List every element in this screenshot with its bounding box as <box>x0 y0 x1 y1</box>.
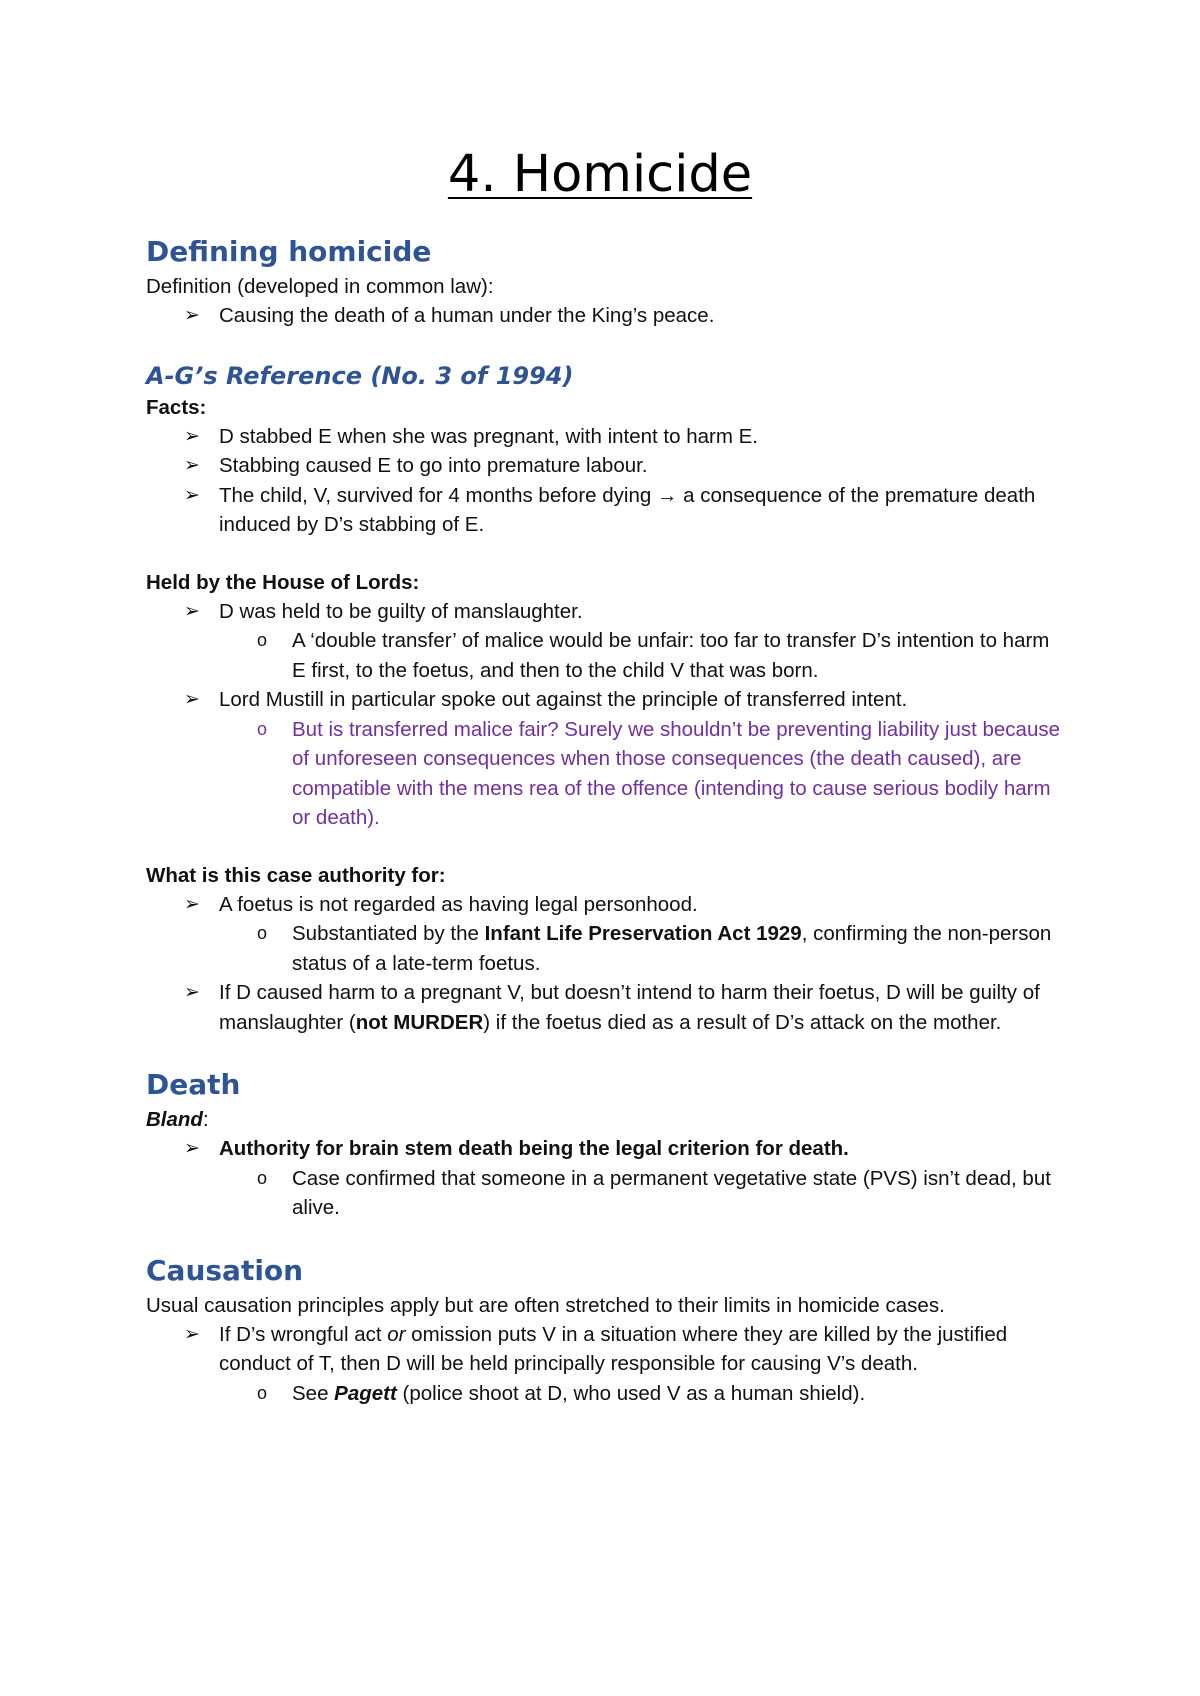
case-name: Bland <box>146 1108 203 1131</box>
death-case-label <box>146 1105 1066 1134</box>
text-post: ) if the foetus died as a result of D’s attack on the mother. <box>483 1010 1002 1034</box>
list-item <box>146 978 1066 1037</box>
list-item <box>146 481 1066 540</box>
list-item-text: D was held to be guilty of manslaughter. <box>219 599 583 623</box>
circle-bullet-icon: o <box>257 923 268 943</box>
list-item <box>146 597 1066 627</box>
circle-bullet-icon: o <box>257 1167 268 1188</box>
arrow-bullet-icon: ➢ <box>184 981 200 1003</box>
sub-list-item-commentary <box>146 715 1066 833</box>
arrow-bullet-icon: ➢ <box>184 304 200 326</box>
arrow-bullet-icon: ➢ <box>184 1137 200 1159</box>
held-list <box>146 597 1066 833</box>
facts-list <box>146 422 1066 540</box>
arrow-bullet-icon: ➢ <box>184 892 200 915</box>
authority-list <box>146 890 1066 1038</box>
list-item <box>146 422 1066 452</box>
list-item-text: Authority for brain stem death being the legal criterion for death. <box>219 1137 849 1160</box>
list-item <box>146 1320 1066 1379</box>
text-post: omission puts V in a situation where they are killed by the justified conduct of T, then D will be held principally responsible for causing V’s death. <box>219 1322 1008 1375</box>
arrow-bullet-icon: ➢ <box>184 688 200 710</box>
sub-list-item-text: Case confirmed that someone in a permanent vegetative state (PVS) isn’t dead, but alive. <box>292 1166 1051 1219</box>
list-item-text: The child, V, survived for 4 months before dying → a consequence of the premature death induced by D’s stabbing of E. <box>219 483 1036 536</box>
statute-name: Infant Life Preservation Act 1929 <box>484 922 802 945</box>
list-item <box>146 451 1066 481</box>
sub-text-post: (police shoot at D, who used V as a human shield). <box>396 1381 866 1405</box>
list-item <box>146 685 1066 715</box>
section-heading-causation: Causation <box>146 1253 304 1287</box>
sub-list-item <box>146 919 1066 978</box>
definition-label: Definition (developed in common law): <box>146 275 494 298</box>
sub-text-pre: See <box>292 1381 335 1405</box>
sub-list-item <box>146 1164 1066 1223</box>
circle-bullet-icon: o <box>257 718 268 739</box>
held-label: Held by the House of Lords: <box>146 570 420 594</box>
arrow-bullet-icon: ➢ <box>184 454 200 476</box>
circle-bullet-icon: o <box>257 1382 268 1403</box>
arrow-bullet-icon: ➢ <box>184 599 200 622</box>
sub-text-post: , confirming the non-person status of a late-term foetus. <box>292 922 1052 975</box>
list-item-text: Causing the death of a human under the King’s peace. <box>219 304 715 327</box>
list-item-text: A foetus is not regarded as having legal personhood. <box>219 892 698 916</box>
sub-list-item-text: A ‘double transfer’ of malice would be unfair: too far to transfer D’s intention to harm E first, to the foetus, and then to the child V that was born. <box>292 629 1050 682</box>
text-pre: If D’s wrongful act <box>219 1322 388 1346</box>
arrow-bullet-icon: ➢ <box>184 483 200 506</box>
emphasis-text: not MURDER <box>355 1010 484 1034</box>
sub-list-item <box>146 626 1066 685</box>
sub-list-item <box>146 1379 1066 1409</box>
document-body <box>146 232 1066 1408</box>
section-heading-defining: Defining homicide <box>146 235 432 268</box>
section-heading-death: Death <box>146 1068 241 1101</box>
circle-bullet-icon: o <box>257 630 268 650</box>
list-item <box>146 301 1066 331</box>
list-item <box>146 1134 1066 1164</box>
causation-list <box>146 1320 1066 1409</box>
text-pre: If D caused harm to a pregnant V, but doesn’t intend to harm their foetus, D will be guilty of manslaughter ( <box>219 981 1040 1034</box>
list-item-text: D stabbed E when she was pregnant, with intent to harm E. <box>219 424 758 448</box>
causation-intro: Usual causation principles apply but are often stretched to their limits in homicide cases. <box>146 1293 945 1317</box>
arrow-bullet-icon: ➢ <box>184 1322 200 1345</box>
page-title: 4. Homicide <box>447 145 753 204</box>
arrow-bullet-icon: ➢ <box>184 424 200 447</box>
facts-label: Facts: <box>146 395 207 419</box>
list-item-text: Stabbing caused E to go into premature labour. <box>219 454 648 477</box>
case-name: Pagett <box>334 1381 397 1405</box>
commentary-text: But is transferred malice fair? Surely we shouldn’t be preventing liability just because of unforeseen consequences when those consequences (the death caused), are compatible with the mens rea of the offence (intending to cause serious bodily harm or death). <box>292 717 1060 829</box>
authority-label: What is this case authority for: <box>146 863 446 887</box>
sub-text-pre: Substantiated by the <box>292 922 485 945</box>
death-list <box>146 1134 1066 1223</box>
case-suffix: : <box>202 1108 209 1131</box>
definition-list <box>146 301 1066 331</box>
italic-text: or <box>387 1322 406 1346</box>
list-item <box>146 890 1066 920</box>
case-heading-ag-reference: A-G’s Reference (No. 3 of 1994) <box>146 361 574 390</box>
list-item-text: Lord Mustill in particular spoke out against the principle of transferred intent. <box>219 688 908 711</box>
